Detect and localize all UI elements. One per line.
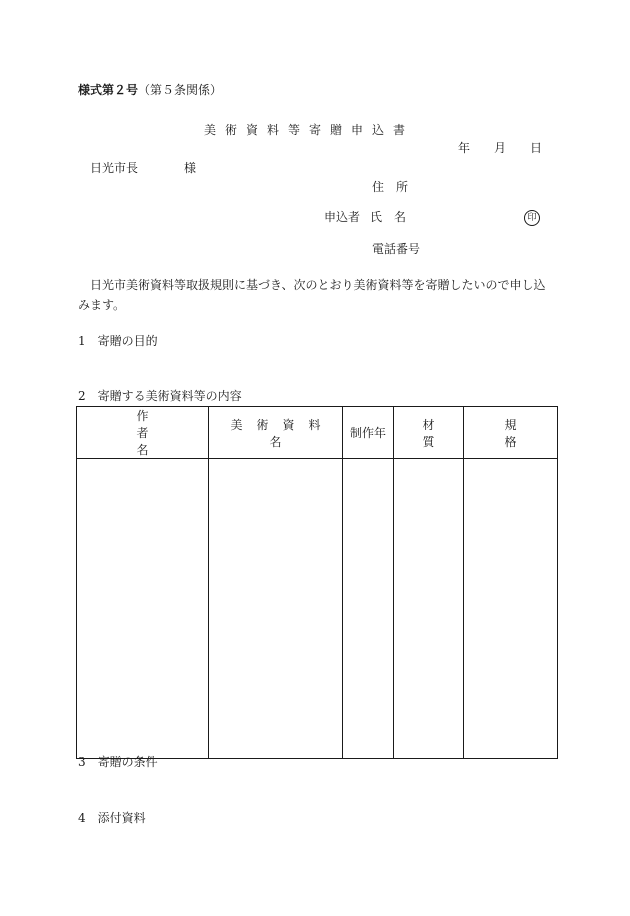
body-text: 日光市美術資料等取扱規則に基づき、次のとおり美術資料等を寄贈したいので申し込みます。	[78, 278, 546, 312]
col-header-size: 規格	[464, 407, 558, 459]
cell-year[interactable]	[343, 459, 394, 759]
col-header-year: 制作年	[343, 407, 394, 459]
cell-material[interactable]	[394, 459, 464, 759]
name-label: 氏 名	[370, 210, 407, 224]
date-day: 日	[530, 141, 543, 155]
section-4-heading: 4 添付資料	[78, 811, 146, 825]
seal-mark: 印	[524, 210, 540, 226]
addressee	[90, 162, 196, 174]
table-header-row	[77, 407, 558, 459]
section-1-heading: 1 寄贈の目的	[78, 334, 158, 348]
applicant-line	[324, 211, 406, 223]
section-2-heading: 2 寄贈する美術資料等の内容	[78, 389, 242, 403]
col-header-item-name: 美術資料名	[209, 407, 343, 459]
date-line	[458, 142, 542, 154]
cell-size[interactable]	[464, 459, 558, 759]
cell-author[interactable]	[77, 459, 209, 759]
date-month: 月	[494, 141, 507, 155]
addressee-name: 日光市長	[90, 161, 139, 175]
form-relation: （第５条関係）	[138, 83, 223, 97]
applicant-label: 申込者	[324, 210, 361, 224]
table-row	[77, 459, 558, 759]
phone-label: 電話番号	[372, 242, 421, 256]
col-header-material: 材質	[394, 407, 464, 459]
items-table	[76, 406, 558, 759]
document-title: 美術資料等寄贈申込書	[204, 123, 415, 137]
form-number: 様式第２号	[78, 83, 139, 97]
date-year: 年	[458, 141, 471, 155]
form-number-line	[78, 84, 222, 96]
address-label: 住 所	[372, 180, 409, 194]
col-header-author: 作者名	[77, 407, 209, 459]
section-3-heading: 3 寄贈の条件	[78, 755, 158, 769]
addressee-honorific: 様	[184, 161, 197, 175]
cell-item-name[interactable]	[209, 459, 343, 759]
